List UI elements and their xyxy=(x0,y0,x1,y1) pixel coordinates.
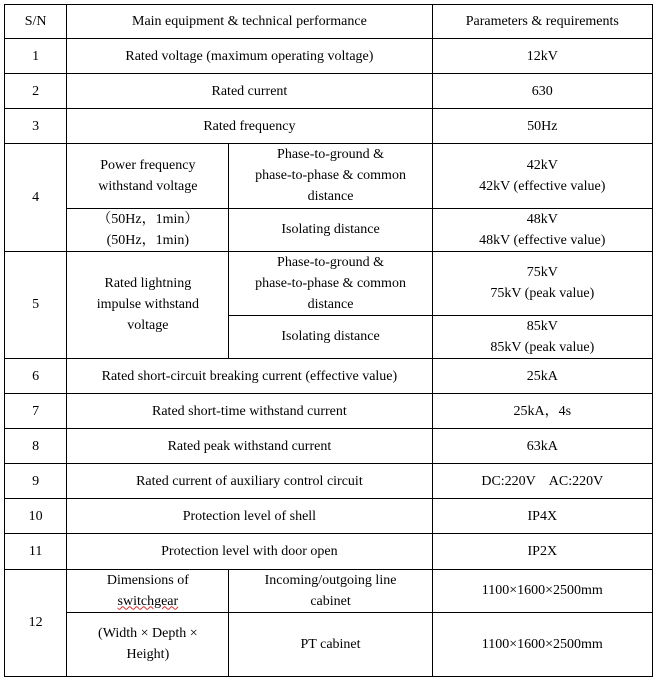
row-value: 25kA，4s xyxy=(432,394,652,429)
row-value: 12kV xyxy=(432,39,652,74)
table-row xyxy=(5,251,653,315)
table-row xyxy=(5,144,653,208)
isolating-distance-label: Isolating distance xyxy=(229,208,432,251)
spec-table xyxy=(4,4,653,677)
pt-cabinet-label: PT cabinet xyxy=(229,612,432,676)
table-row xyxy=(5,394,653,429)
table-row xyxy=(5,499,653,534)
isolating-distance-value: 48kV 48kV (effective value) xyxy=(432,208,652,251)
table-row xyxy=(5,208,653,251)
row-sn: 9 xyxy=(5,464,67,499)
isolating-distance-value: 85kV 85kV (peak value) xyxy=(432,315,652,358)
row-sn: 3 xyxy=(5,109,67,144)
table-row xyxy=(5,39,653,74)
header-params: Parameters & requirements xyxy=(432,5,652,39)
row-sn: 7 xyxy=(5,394,67,429)
phase-to-ground-label: Phase-to-ground & phase-to-phase & common distance xyxy=(229,251,432,315)
phase-to-ground-label: Phase-to-ground & phase-to-phase & common distance xyxy=(229,144,432,208)
row-item: Rated peak withstand current xyxy=(67,429,432,464)
table-row xyxy=(5,464,653,499)
row-value: 25kA xyxy=(432,359,652,394)
incoming-outgoing-label: Incoming/outgoing line cabinet xyxy=(229,569,432,612)
row-sn: 12 xyxy=(5,569,67,676)
row-sn: 1 xyxy=(5,39,67,74)
table-row xyxy=(5,359,653,394)
row-item: Rated short-circuit breaking current (effective value) xyxy=(67,359,432,394)
table-row xyxy=(5,109,653,144)
row-value: DC:220V AC:220V xyxy=(432,464,652,499)
row-sn: 8 xyxy=(5,429,67,464)
dimensions-format: (Width × Depth × Height) xyxy=(67,612,229,676)
row-item: Rated current xyxy=(67,74,432,109)
pt-cabinet-value: 1100×1600×2500mm xyxy=(432,612,652,676)
row-sn: 11 xyxy=(5,534,67,569)
table-row xyxy=(5,429,653,464)
power-frequency-label: Power frequency withstand voltage xyxy=(67,144,229,208)
table-row xyxy=(5,74,653,109)
row-item: Protection level of shell xyxy=(67,499,432,534)
row-value: IP4X xyxy=(432,499,652,534)
row-item: Rated frequency xyxy=(67,109,432,144)
row-value: 63kA xyxy=(432,429,652,464)
dimensions-label: Dimensions of switchgear xyxy=(67,569,229,612)
power-frequency-condition: （50Hz，1min） (50Hz，1min) xyxy=(67,208,229,251)
row-value: 630 xyxy=(432,74,652,109)
phase-to-ground-value: 75kV 75kV (peak value) xyxy=(432,251,652,315)
header-item: Main equipment & technical performance xyxy=(67,5,432,39)
header-sn: S/N xyxy=(5,5,67,39)
row-sn: 10 xyxy=(5,499,67,534)
table-row xyxy=(5,534,653,569)
row-item: Rated current of auxiliary control circuit xyxy=(67,464,432,499)
table-header-row xyxy=(5,5,653,39)
incoming-outgoing-value: 1100×1600×2500mm xyxy=(432,569,652,612)
row-sn: 6 xyxy=(5,359,67,394)
row-sn: 5 xyxy=(5,251,67,358)
phase-to-ground-value: 42kV 42kV (effective value) xyxy=(432,144,652,208)
row-item: Rated voltage (maximum operating voltage) xyxy=(67,39,432,74)
row-sn: 2 xyxy=(5,74,67,109)
lightning-impulse-label: Rated lightning impulse withstand voltage xyxy=(67,251,229,358)
row-value: IP2X xyxy=(432,534,652,569)
table-row xyxy=(5,612,653,676)
row-value: 50Hz xyxy=(432,109,652,144)
row-sn: 4 xyxy=(5,144,67,251)
table-row xyxy=(5,569,653,612)
row-item: Protection level with door open xyxy=(67,534,432,569)
isolating-distance-label: Isolating distance xyxy=(229,315,432,358)
row-item: Rated short-time withstand current xyxy=(67,394,432,429)
